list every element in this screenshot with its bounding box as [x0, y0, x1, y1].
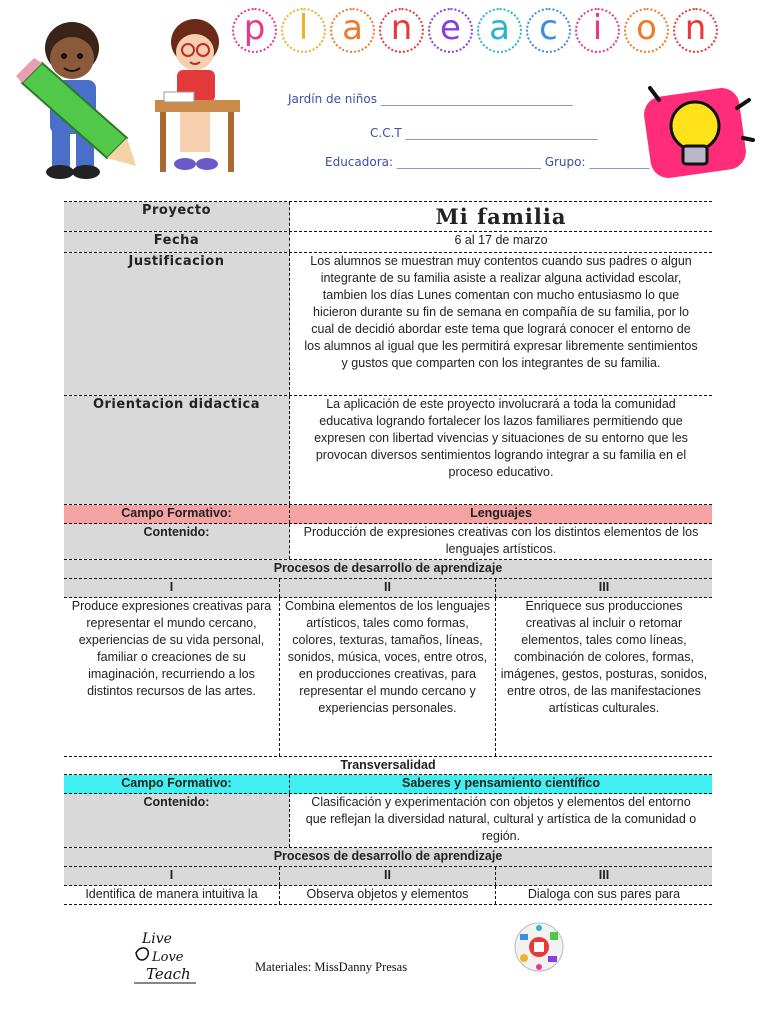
justificacion-row	[64, 253, 712, 396]
orientacion-label: Orientacion didactica	[64, 396, 290, 504]
level2-i: I	[64, 867, 280, 885]
justificacion-value: Los alumnos se muestran muy contentos cuando sus padres o algun integrante de su familia asiste a realizar alguna actividad escolar, tambien los días Lunes comentan con mucho entusiasmo lo que hicieron durante su fin de semana en compañía de su familia, por lo cual de decidió abordar este tema que logrará conocer el entorno de los alumnos al igual que les permitirá expresar libremente sentimientos y gustos que comparten con los integrantes de su familia.	[304, 254, 698, 370]
procesos2-header-row	[64, 848, 712, 867]
level2-iii: III	[598, 868, 610, 882]
campo1-value: Lenguajes	[470, 506, 532, 520]
contenido1-value: Producción de expresiones creativas con los distintos elementos de los lenguajes artísticos.	[303, 525, 699, 556]
campo2-label: Campo Formativo:	[64, 775, 290, 793]
procesos2-cells-row	[64, 886, 712, 905]
campo2-value: Saberes y pensamiento científico	[402, 776, 600, 790]
contenido2-value: Clasificación y experimentación con objetos y elementos del entorno que reflejan la diversidad natural, cultural y artística de la comunidad o región.	[305, 795, 697, 843]
materials-credit: Materiales: MissDanny Presas	[255, 960, 408, 974]
school-label: Jardín de niños	[288, 92, 377, 106]
procesos2-label: Procesos de desarrollo de aprendizaje	[273, 849, 503, 863]
level1-iii: III	[598, 580, 610, 594]
fecha-label: Fecha	[64, 232, 290, 252]
procesos1-label: Procesos de desarrollo de aprendizaje	[273, 561, 503, 575]
contenido1-label: Contenido:	[64, 524, 290, 559]
title-letter-circle: e	[428, 8, 473, 53]
girl-writing-at-desk-illustration	[150, 12, 245, 182]
procesos2-cell-i: Identifica de manera intuitiva la	[64, 886, 280, 904]
cct-line	[370, 126, 598, 140]
cct-fill-line: ________________________________	[405, 126, 598, 140]
procesos1-cell-i: Produce expresiones creativas para representar el mundo cercano, experiencias de su vida personal, familiar o creaciones de su imaginación, recurriendo a los distintos recursos de las artes.	[64, 598, 280, 756]
justificacion-label: Justificacion	[64, 253, 290, 395]
transversalidad-label: Transversalidad	[340, 758, 436, 772]
group-label: Grupo:	[544, 155, 586, 169]
level1-i: I	[64, 579, 280, 597]
title-letter-circle: l	[281, 8, 326, 53]
boy-with-pencil-illustration	[12, 8, 137, 183]
fecha-value: 6 al 17 de marzo	[454, 233, 548, 247]
title-letter-circle: p	[232, 8, 277, 53]
campo2-row	[64, 775, 712, 794]
school-line	[288, 92, 573, 106]
title-letter-circle: o	[624, 8, 669, 53]
group-fill-line: __________	[589, 155, 650, 169]
procesos2-cell-ii: Observa objetos y elementos	[280, 886, 496, 904]
orientacion-value: La aplicación de este proyecto involucrará a toda la comunidad educativa logrando fortalecer los lazos familiares permitiendo que expresen con libertad vivencias y situaciones de su entorno que les provocan diversos sentimientos logrando integrar a su familia en el proceso educativo.	[314, 397, 688, 479]
transversalidad-row	[64, 757, 712, 775]
title-letter-circle: a	[330, 8, 375, 53]
contenido2-row	[64, 794, 712, 848]
contenido2-label: Contenido:	[64, 794, 290, 847]
educator-line	[325, 155, 649, 169]
logo-word-1: Live	[142, 931, 172, 947]
title-letter-circle: c	[526, 8, 571, 53]
orientacion-row	[64, 396, 712, 505]
live-love-teach-logo	[128, 925, 203, 990]
lightbulb-icon	[635, 78, 755, 193]
title-letter-circle: a	[477, 8, 522, 53]
title-letter-circle: n	[673, 8, 718, 53]
procesos1-cell-ii: Combina elementos de los lenguajes artísticos, tales como formas, colores, texturas, tamaños, líneas, sonidos, música, voces, entre otros, en producciones creativas, para representar el mundo cercano y experiencias personales.	[280, 598, 496, 756]
level1-ii: II	[280, 579, 496, 597]
cct-label: C.C.T	[370, 126, 402, 140]
educator-fill-line: ________________________	[396, 155, 541, 169]
procesos1-cells-row	[64, 598, 712, 757]
planning-table	[64, 201, 712, 905]
procesos1-header-row	[64, 560, 712, 579]
levels1-row	[64, 579, 712, 598]
planeacion-title	[232, 8, 718, 53]
title-letter-circle: i	[575, 8, 620, 53]
procesos2-cell-iii: Dialoga con sus pares para	[527, 887, 681, 901]
title-letter-circle: n	[379, 8, 424, 53]
proyecto-value: Mi familia	[435, 204, 567, 229]
campo1-row	[64, 505, 712, 524]
procesos1-cell-iii: Enriquece sus producciones creativas al incluir o retomar elementos, tales como líneas, combinación de colores, formas, imágenes, gestos, posturas, sonidos, entre otros, de las manifestaciones artísticas culturales.	[500, 599, 708, 715]
contenido1-row	[64, 524, 712, 560]
level2-ii: II	[280, 867, 496, 885]
fecha-row	[64, 232, 712, 253]
campo1-label: Campo Formativo:	[64, 505, 290, 523]
educator-label: Educadora:	[325, 155, 394, 169]
school-fill-line: ________________________________	[380, 92, 573, 106]
logo-word-3: Teach	[146, 965, 191, 983]
logo-word-2: Love	[152, 950, 184, 965]
school-supplies-emblem-icon	[512, 920, 567, 975]
proyecto-row	[64, 201, 712, 232]
levels2-row	[64, 867, 712, 886]
proyecto-label: Proyecto	[64, 202, 290, 231]
